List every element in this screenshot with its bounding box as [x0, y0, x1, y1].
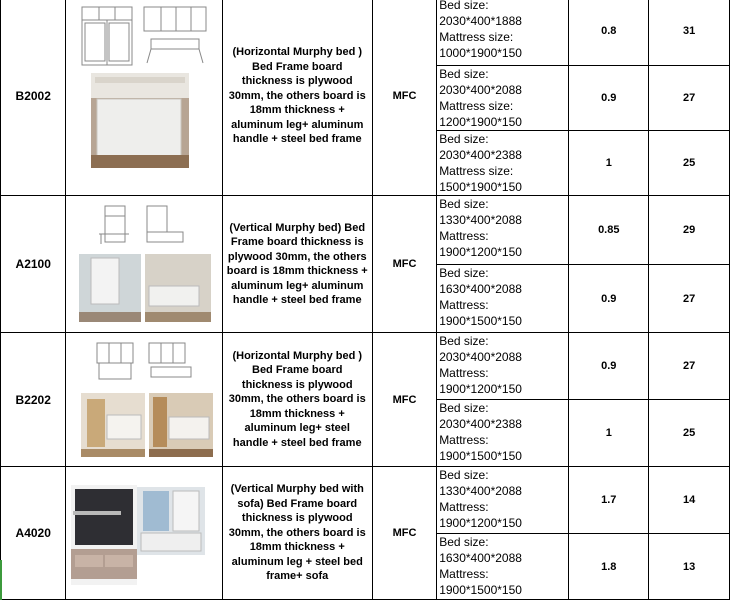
mattress-size-value: 1200*1900*150	[439, 115, 522, 129]
quantity-cell[interactable]: 29	[649, 196, 730, 265]
description-cell[interactable]: (Vertical Murphy bed with sofa) Bed Frame board thickness is plywood 30mm, the others board is 18mm thickness + aluminum leg + steel bed frame+ sofa	[222, 467, 372, 600]
room-photo-left	[79, 254, 141, 322]
mattress-size-label: Mattress:	[439, 567, 489, 581]
room-photo-left	[81, 393, 145, 457]
bed-size-label: Bed size:	[439, 266, 489, 280]
mattress-size-value: 1900*1200*150	[439, 245, 522, 259]
quantity-cell[interactable]: 14	[649, 467, 730, 534]
value-cell[interactable]: 0.9	[569, 66, 649, 131]
table-row	[1, 0, 730, 66]
quantity-cell[interactable]: 27	[649, 265, 730, 333]
mattress-size-value: 1900*1500*150	[439, 314, 522, 328]
mattress-size-label: Mattress size:	[439, 99, 514, 113]
model-cell[interactable]: B2202	[1, 333, 66, 467]
bed-size-value: 2030*400*2088	[439, 83, 522, 97]
size-cell[interactable]	[437, 265, 569, 333]
product-image-cell[interactable]	[66, 333, 222, 467]
product-image-cell[interactable]	[66, 467, 222, 600]
vertical-bed-drawing	[99, 206, 183, 244]
value-cell[interactable]: 0.8	[569, 0, 649, 66]
bed-size-label: Bed size:	[439, 67, 489, 81]
bed-size-value: 2030*400*2088	[439, 350, 522, 364]
open-bed-drawing	[144, 7, 206, 63]
size-cell[interactable]	[437, 534, 569, 600]
bed-size-value: 1630*400*2088	[439, 282, 522, 296]
table-row	[1, 333, 730, 400]
size-cell[interactable]	[437, 333, 569, 400]
value-cell[interactable]: 1	[569, 131, 649, 196]
material-cell[interactable]: MFC	[372, 196, 436, 333]
mattress-size-label: Mattress size:	[439, 164, 514, 178]
product-image-cell[interactable]	[66, 196, 222, 333]
sofa-bed-photo	[71, 485, 137, 585]
model-cell[interactable]: A4020	[1, 467, 66, 600]
model-cell[interactable]: B2002	[1, 0, 66, 196]
value-cell[interactable]: 1.7	[569, 467, 649, 534]
size-cell[interactable]	[437, 0, 569, 66]
quantity-cell[interactable]: 25	[649, 131, 730, 196]
mattress-size-label: Mattress:	[439, 298, 489, 312]
mattress-size-value: 1900*1200*150	[439, 516, 522, 530]
mattress-size-label: Mattress size:	[439, 30, 514, 44]
size-cell[interactable]	[437, 196, 569, 265]
selection-edge-marker	[0, 560, 2, 600]
value-cell[interactable]: 0.9	[569, 265, 649, 333]
bed-size-value: 2030*400*2388	[439, 417, 522, 431]
product-image	[69, 481, 221, 597]
shelf-bed-drawing	[97, 343, 191, 379]
product-image	[69, 337, 221, 465]
bed-size-label: Bed size:	[439, 132, 489, 146]
bed-size-value: 2030*400*2388	[439, 148, 522, 162]
description-cell[interactable]: (Horizontal Murphy bed ) Bed Frame board thickness is plywood 30mm, the others board is 18mm thickness + aluminum leg+ aluminum handle + steel bed frame	[222, 0, 372, 196]
wardrobe-drawing	[82, 7, 132, 65]
description-cell[interactable]: (Vertical Murphy bed) Bed Frame board thickness is plywood 30mm, the others board is 18mm thickness + aluminum leg+ aluminum handle + steel bed frame	[222, 196, 372, 333]
description-cell[interactable]: (Horizontal Murphy bed ) Bed Frame board thickness is plywood 30mm, the others board is 18mm thickness + aluminum leg+ steel handle + steel bed frame	[222, 333, 372, 467]
mattress-size-value: 1900*1200*150	[439, 382, 522, 396]
mattress-size-label: Mattress:	[439, 229, 489, 243]
room-photo	[91, 73, 189, 168]
mattress-size-value: 1500*1900*150	[439, 180, 522, 194]
mattress-size-value: 1900*1500*150	[439, 583, 522, 597]
bed-size-label: Bed size:	[439, 535, 489, 549]
mattress-size-label: Mattress:	[439, 500, 489, 514]
material-cell[interactable]: MFC	[372, 0, 436, 196]
product-image	[69, 3, 221, 193]
bed-size-label: Bed size:	[439, 401, 489, 415]
value-cell[interactable]: 1.8	[569, 534, 649, 600]
quantity-cell[interactable]: 13	[649, 534, 730, 600]
mattress-size-value: 1000*1900*150	[439, 46, 522, 60]
material-cell[interactable]: MFC	[372, 467, 436, 600]
bed-size-value: 1330*400*2088	[439, 484, 522, 498]
size-cell[interactable]	[437, 131, 569, 196]
mattress-size-value: 1900*1500*150	[439, 449, 522, 463]
size-cell[interactable]	[437, 66, 569, 131]
room-photo-right	[137, 487, 205, 555]
quantity-cell[interactable]: 25	[649, 400, 730, 467]
product-image	[69, 200, 221, 328]
model-cell[interactable]: A2100	[1, 196, 66, 333]
table-row	[1, 467, 730, 534]
size-cell[interactable]	[437, 400, 569, 467]
quantity-cell[interactable]: 27	[649, 66, 730, 131]
value-cell[interactable]: 1	[569, 400, 649, 467]
bed-size-value: 1630*400*2088	[439, 551, 522, 565]
product-image-cell[interactable]	[66, 0, 222, 196]
size-cell[interactable]	[437, 467, 569, 534]
mattress-size-label: Mattress:	[439, 366, 489, 380]
bed-size-label: Bed size:	[439, 197, 489, 211]
bed-size-label: Bed size:	[439, 0, 489, 12]
quantity-cell[interactable]: 31	[649, 0, 730, 66]
bed-size-label: Bed size:	[439, 468, 489, 482]
quantity-cell[interactable]: 27	[649, 333, 730, 400]
mattress-size-label: Mattress:	[439, 433, 489, 447]
bed-size-label: Bed size:	[439, 334, 489, 348]
room-photo-right	[149, 393, 213, 457]
bed-size-value: 2030*400*1888	[439, 14, 522, 28]
value-cell[interactable]: 0.85	[569, 196, 649, 265]
value-cell[interactable]: 0.9	[569, 333, 649, 400]
material-cell[interactable]: MFC	[372, 333, 436, 467]
table-row	[1, 196, 730, 265]
room-photo-right	[145, 254, 211, 322]
bed-size-value: 1330*400*2088	[439, 213, 522, 227]
